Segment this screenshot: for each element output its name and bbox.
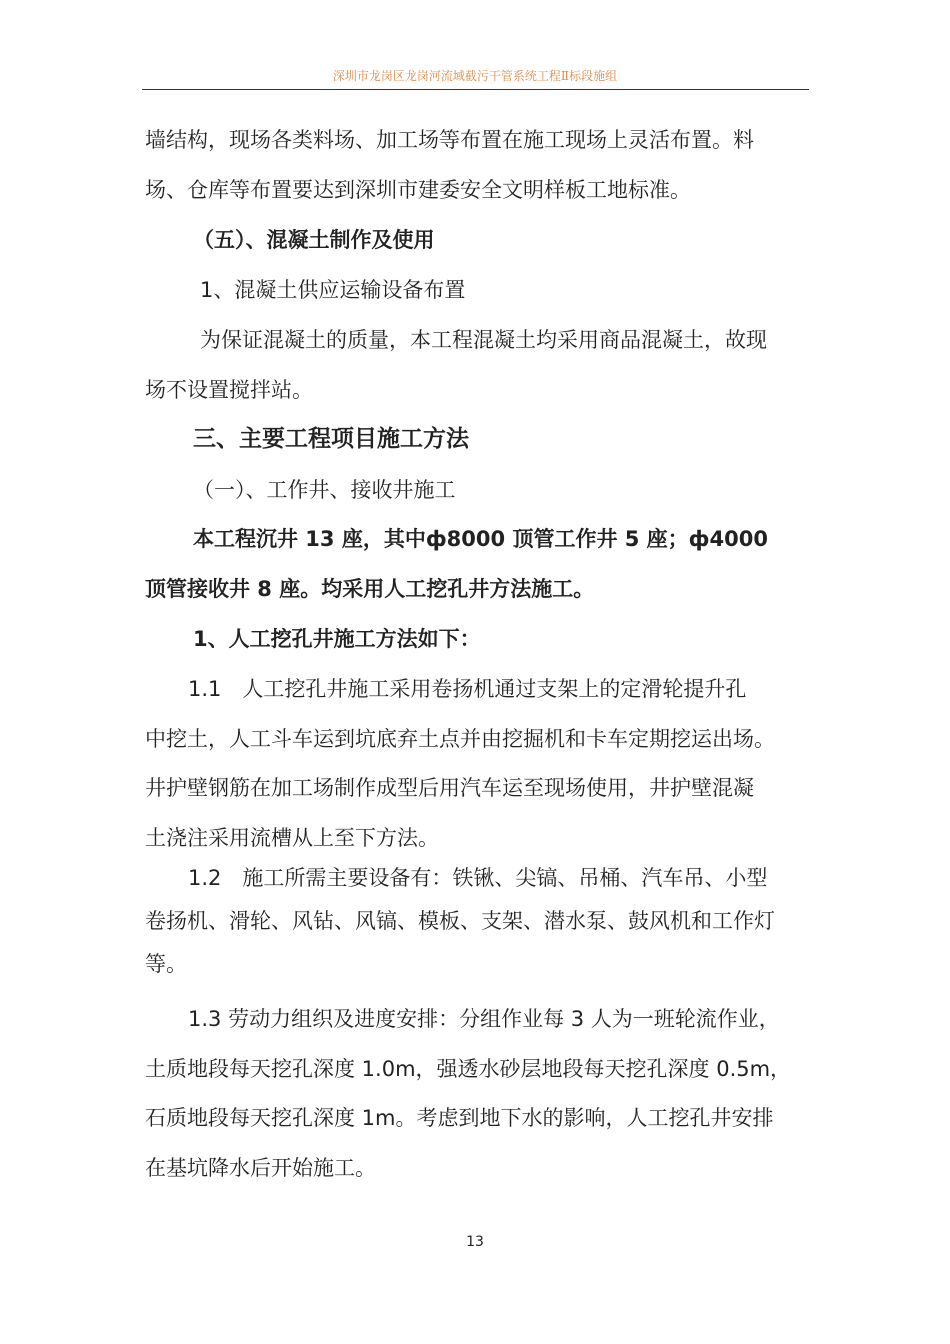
paragraph-line: 中挖土，人工斗车运到坑底弃土点并由挖掘机和卡车定期挖运出场。: [145, 727, 775, 751]
paragraph-line: 为保证混凝土的质量，本工程混凝土均采用商品混凝土，故现: [200, 328, 767, 352]
paragraph-line: 1.1 人工挖孔井施工采用卷扬机通过支架上的定滑轮提升孔: [188, 677, 747, 701]
page-number: 13: [466, 1234, 484, 1250]
paragraph-line: 石质地段每天挖孔深度 1m。考虑到地下水的影响，人工挖孔井安排: [145, 1106, 774, 1130]
paragraph-line: 1.2 施工所需主要设备有：铁锹、尖镐、吊桶、汽车吊、小型: [188, 866, 768, 890]
bold-paragraph-line: 本工程沉井 13 座，其中ф8000 顶管工作井 5 座；ф4000: [193, 527, 768, 551]
paragraph-line: 场、仓库等布置要达到深圳市建委安全文明样板工地标准。: [145, 178, 691, 202]
paragraph-line: 在基坑降水后开始施工。: [145, 1156, 376, 1180]
paragraph-line: 卷扬机、滑轮、风钻、风镐、模板、支架、潜水泵、鼓风机和工作灯: [145, 909, 775, 933]
paragraph-line: 土质地段每天挖孔深度 1.0m，强透水砂层地段每天挖孔深度 0.5m，: [145, 1057, 792, 1081]
paragraph-line: 等。: [145, 952, 187, 976]
item-heading: 1、人工挖孔井施工方法如下：: [193, 627, 481, 651]
item-heading: 1、混凝土供应运输设备布置: [200, 278, 466, 302]
paragraph-line: 场不设置搅拌站。: [145, 378, 313, 402]
header-divider: [142, 89, 809, 90]
paragraph-line: 土浇注采用流槽从上至下方法。: [145, 826, 439, 850]
subsection-heading: （一）、工作井、接收井施工: [193, 478, 456, 502]
paragraph-line: 墙结构，现场各类料场、加工场等布置在施工现场上灵活布置。料: [145, 128, 754, 152]
paragraph-line: 井护壁钢筋在加工场制作成型后用汽车运至现场使用，井护壁混凝: [145, 776, 754, 800]
subsection-heading: （五）、混凝土制作及使用: [193, 228, 435, 252]
bold-paragraph-line: 顶管接收井 8 座。均采用人工挖孔井方法施工。: [145, 577, 595, 601]
section-heading: 三、主要工程项目施工方法: [193, 426, 469, 452]
running-header: 深圳市龙岗区龙岗河流域截污干管系统工程Ⅱ标段施组: [332, 69, 618, 83]
paragraph-line: 1.3 劳动力组织及进度安排：分组作业每 3 人为一班轮流作业，: [188, 1007, 780, 1031]
